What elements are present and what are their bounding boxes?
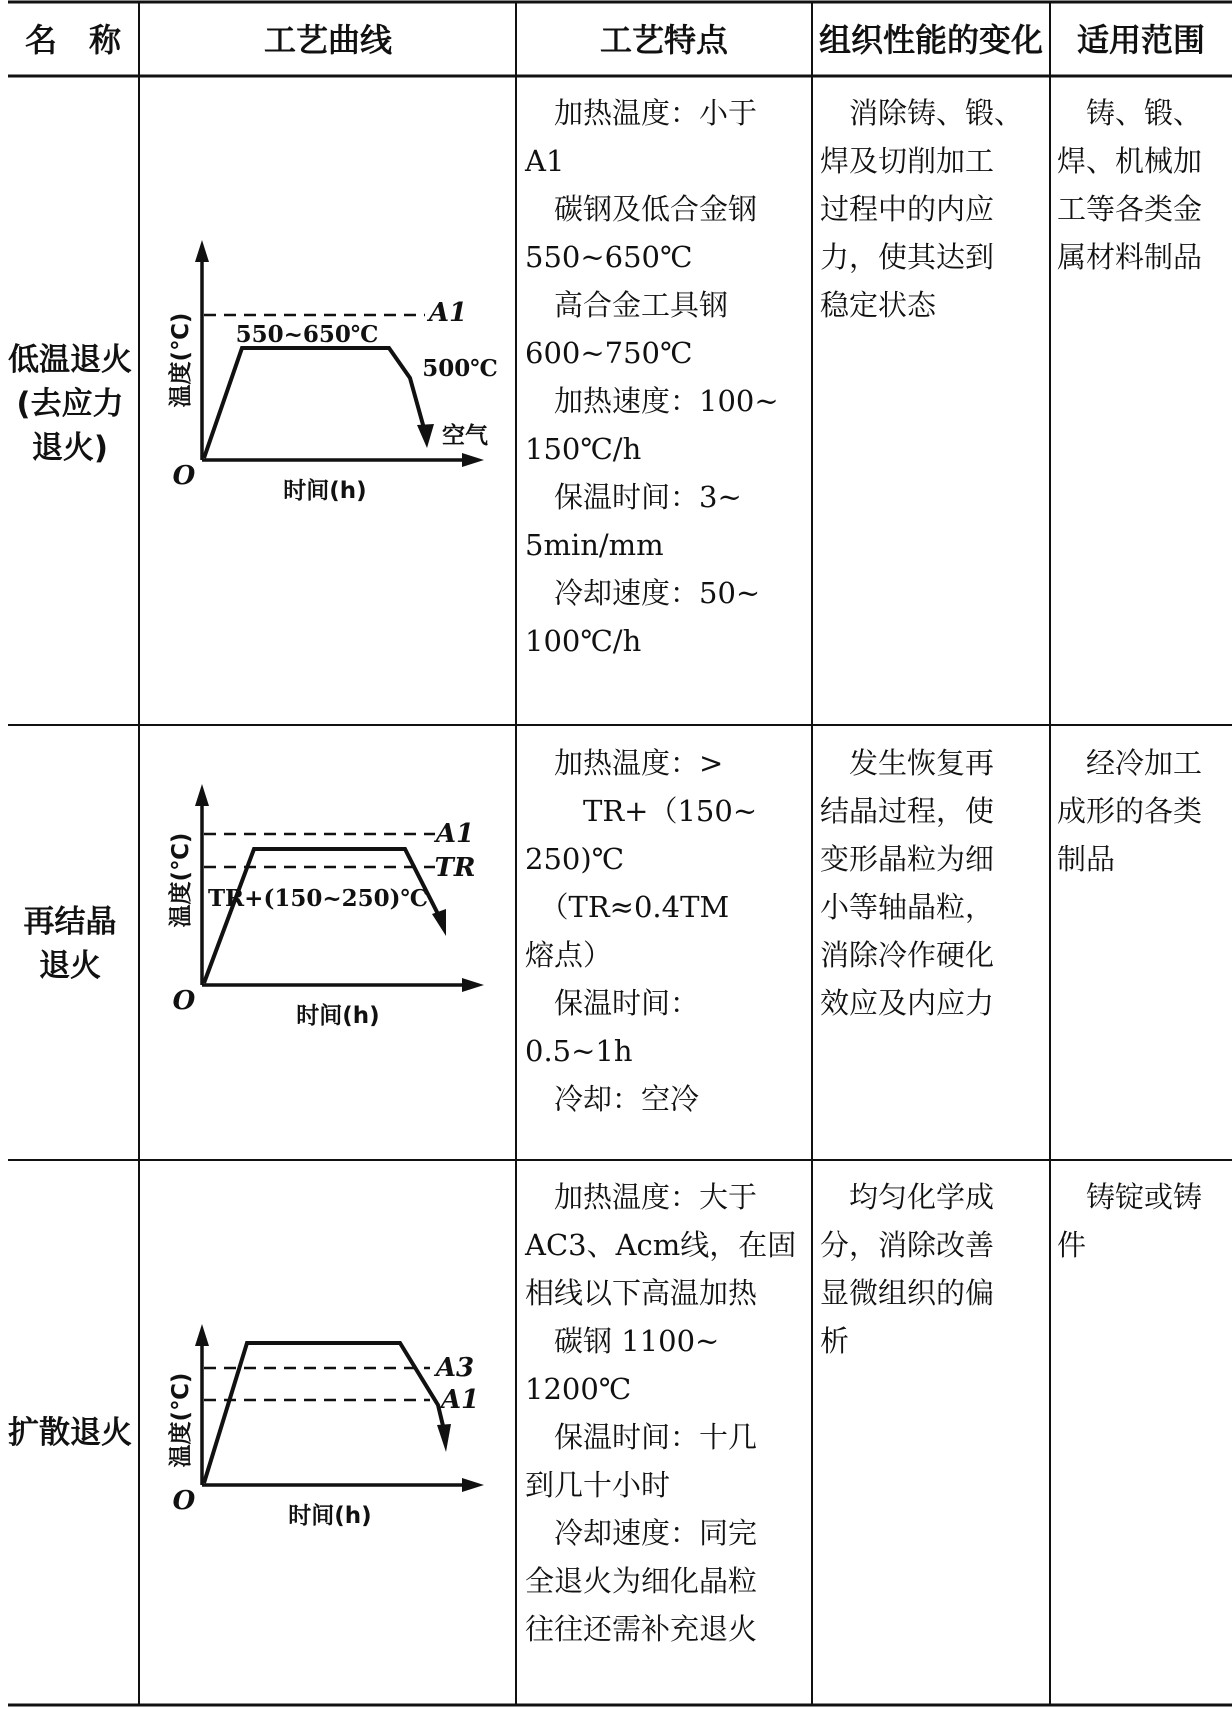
row1-change-line: 稳定状态	[820, 288, 937, 322]
row3-a3-label: A3	[435, 1353, 475, 1383]
row2-change-line: 消除冷作硬化	[820, 938, 995, 972]
row2-x-axis-arrow	[462, 978, 484, 992]
row3-ylabel: 温度(℃)	[168, 1372, 194, 1468]
row1-scope	[1057, 96, 1202, 274]
row-recrystallization-annealing	[24, 746, 1203, 1116]
row1-range-label: 550~650℃	[235, 321, 379, 348]
row2-change-line: 发生恢复再	[820, 746, 995, 780]
row1-curve-arrow	[417, 424, 434, 448]
row2-curve-line	[204, 849, 440, 983]
row3-origin: O	[172, 1486, 196, 1516]
row1-origin: O	[172, 461, 196, 491]
row2-feature-line: 冷却：空冷	[525, 1082, 700, 1116]
row1-x-axis-arrow	[462, 453, 484, 467]
row3-feature-line: 加热温度：大于	[525, 1180, 758, 1214]
row1-y-axis-arrow	[195, 240, 209, 262]
row1-feature-line: 冷却速度：50~	[525, 576, 761, 610]
row1-name-line3: 退火)	[31, 430, 109, 466]
row1-feature-line: 600~750℃	[525, 336, 693, 370]
row1-name-line1: 低温退火	[8, 342, 132, 378]
row2-scope-line: 成形的各类	[1057, 794, 1203, 828]
row-low-temp-annealing	[8, 96, 1202, 658]
row2-curve-arrow	[432, 909, 446, 936]
row3-features	[524, 1180, 796, 1646]
row2-ylabel: 温度(℃)	[168, 832, 194, 928]
row2-y-axis-arrow	[195, 784, 209, 806]
row3-change-line: 分，消除改善	[820, 1228, 995, 1262]
row3-scope-line: 件	[1057, 1228, 1087, 1262]
row2-tr-label: TR	[434, 853, 476, 883]
row2-change-line: 结晶过程，使	[820, 794, 995, 828]
header-scope: 适用范围	[1076, 21, 1206, 59]
header-row	[25, 21, 1205, 59]
row3-change-line: 析	[820, 1324, 850, 1358]
row2-feature-line: 250)℃	[525, 842, 625, 876]
row2-feature-line: TR+（150~	[525, 794, 758, 828]
row3-x-axis-arrow	[462, 1478, 484, 1492]
row2-name-line1: 再结晶	[23, 904, 117, 940]
row3-scope	[1057, 1180, 1202, 1262]
row2-feature-line: 加热温度：>	[525, 746, 724, 780]
row2-scope	[1057, 746, 1202, 876]
row1-feature-line: 保温时间：3~	[525, 480, 742, 514]
row2-xlabel: 时间(h)	[296, 1003, 380, 1029]
row3-feature-line: 冷却速度：同完	[525, 1516, 758, 1550]
row3-feature-line: 相线以下高温加热	[525, 1276, 758, 1310]
row1-feature-line: 加热速度：100~	[525, 384, 779, 418]
row3-feature-line: AC3、Acm线，在固	[525, 1228, 797, 1262]
row1-feature-line: 150℃/h	[525, 432, 642, 466]
row3-y-axis-arrow	[195, 1324, 209, 1346]
row1-curve-line	[204, 348, 425, 458]
row2-process-curve	[167, 784, 484, 1029]
row2-change-line: 变形晶粒为细	[820, 842, 995, 876]
row1-change-line: 消除铸、锻、	[820, 96, 1024, 130]
row3-scope-line: 铸锭或铸	[1057, 1180, 1203, 1214]
row1-ylabel: 温度(℃)	[168, 312, 194, 408]
row1-change-line: 焊及切削加工	[820, 144, 995, 178]
row1-xlabel: 时间(h)	[283, 478, 367, 504]
row1-feature-line: 高合金工具钢	[525, 288, 729, 322]
header-features: 工艺特点	[599, 21, 729, 59]
row3-feature-line: 到几十小时	[525, 1468, 671, 1502]
row2-changes	[820, 746, 994, 1020]
row2-a1-label: A1	[435, 819, 475, 849]
row1-change-line: 力，使其达到	[820, 240, 995, 274]
row2-feature-line: 保温时间：	[525, 986, 700, 1020]
row1-feature-line: 5min/mm	[525, 528, 664, 562]
row3-feature-line: 碳钢 1100~	[525, 1324, 720, 1358]
row3-feature-line: 保温时间：十几	[525, 1420, 758, 1454]
row-diffusion-annealing	[8, 1180, 1202, 1646]
row2-change-line: 效应及内应力	[820, 986, 995, 1020]
row1-air-label: 空气	[442, 423, 488, 449]
row3-feature-line: 全退火为细化晶粒	[525, 1564, 758, 1598]
row1-name-line2: (去应力	[16, 386, 124, 422]
row1-scope-line: 铸、锻、	[1057, 96, 1203, 130]
row1-feature-line: A1	[525, 144, 565, 178]
row2-scope-line: 制品	[1057, 842, 1116, 876]
row1-feature-line: 100℃/h	[525, 624, 642, 658]
row2-origin: O	[172, 986, 196, 1016]
row3-change-line: 显微组织的偏	[820, 1276, 995, 1310]
row3-change-line: 均匀化学成	[820, 1180, 995, 1214]
row3-feature-line: 往往还需补充退火	[525, 1612, 758, 1646]
row1-scope-line: 属材料制品	[1057, 240, 1203, 274]
row1-feature-line: 加热温度：小于	[525, 96, 758, 130]
row3-curve-line	[204, 1343, 444, 1483]
header-name: 名 称	[24, 21, 122, 59]
row1-scope-line: 焊、机械加	[1057, 144, 1203, 178]
row2-feature-line: （TR≈0.4TM	[525, 890, 730, 924]
row1-temp-label: 500℃	[422, 355, 498, 382]
row2-range-label: TR+(150~250)℃	[207, 885, 429, 912]
row3-process-curve	[167, 1324, 484, 1529]
row3-a1-label: A1	[440, 1385, 480, 1415]
row1-changes	[820, 96, 1023, 322]
row1-process-curve	[167, 240, 498, 504]
row2-features	[525, 746, 757, 1116]
header-changes: 组织性能的变化	[818, 21, 1044, 59]
header-curve: 工艺曲线	[263, 21, 393, 59]
row2-name-line2: 退火	[39, 948, 101, 984]
row3-xlabel: 时间(h)	[288, 1503, 372, 1529]
row3-changes	[820, 1180, 994, 1358]
row1-change-line: 过程中的内应	[820, 192, 995, 226]
row1-scope-line: 工等各类金	[1057, 192, 1203, 226]
row2-scope-line: 经冷加工	[1057, 746, 1203, 780]
row2-change-line: 小等轴晶粒，	[820, 890, 995, 924]
row1-a1-label: A1	[428, 298, 468, 328]
row1-feature-line: 碳钢及低合金钢	[525, 192, 758, 226]
row2-feature-line: 熔点）	[525, 938, 613, 972]
row3-name-line1: 扩散退火	[8, 1415, 132, 1451]
row1-features	[524, 96, 779, 658]
row3-feature-line: 1200℃	[525, 1372, 632, 1406]
row1-feature-line: 550~650℃	[525, 240, 693, 274]
row2-feature-line: 0.5~1h	[525, 1034, 633, 1068]
row3-curve-arrow	[437, 1424, 451, 1452]
